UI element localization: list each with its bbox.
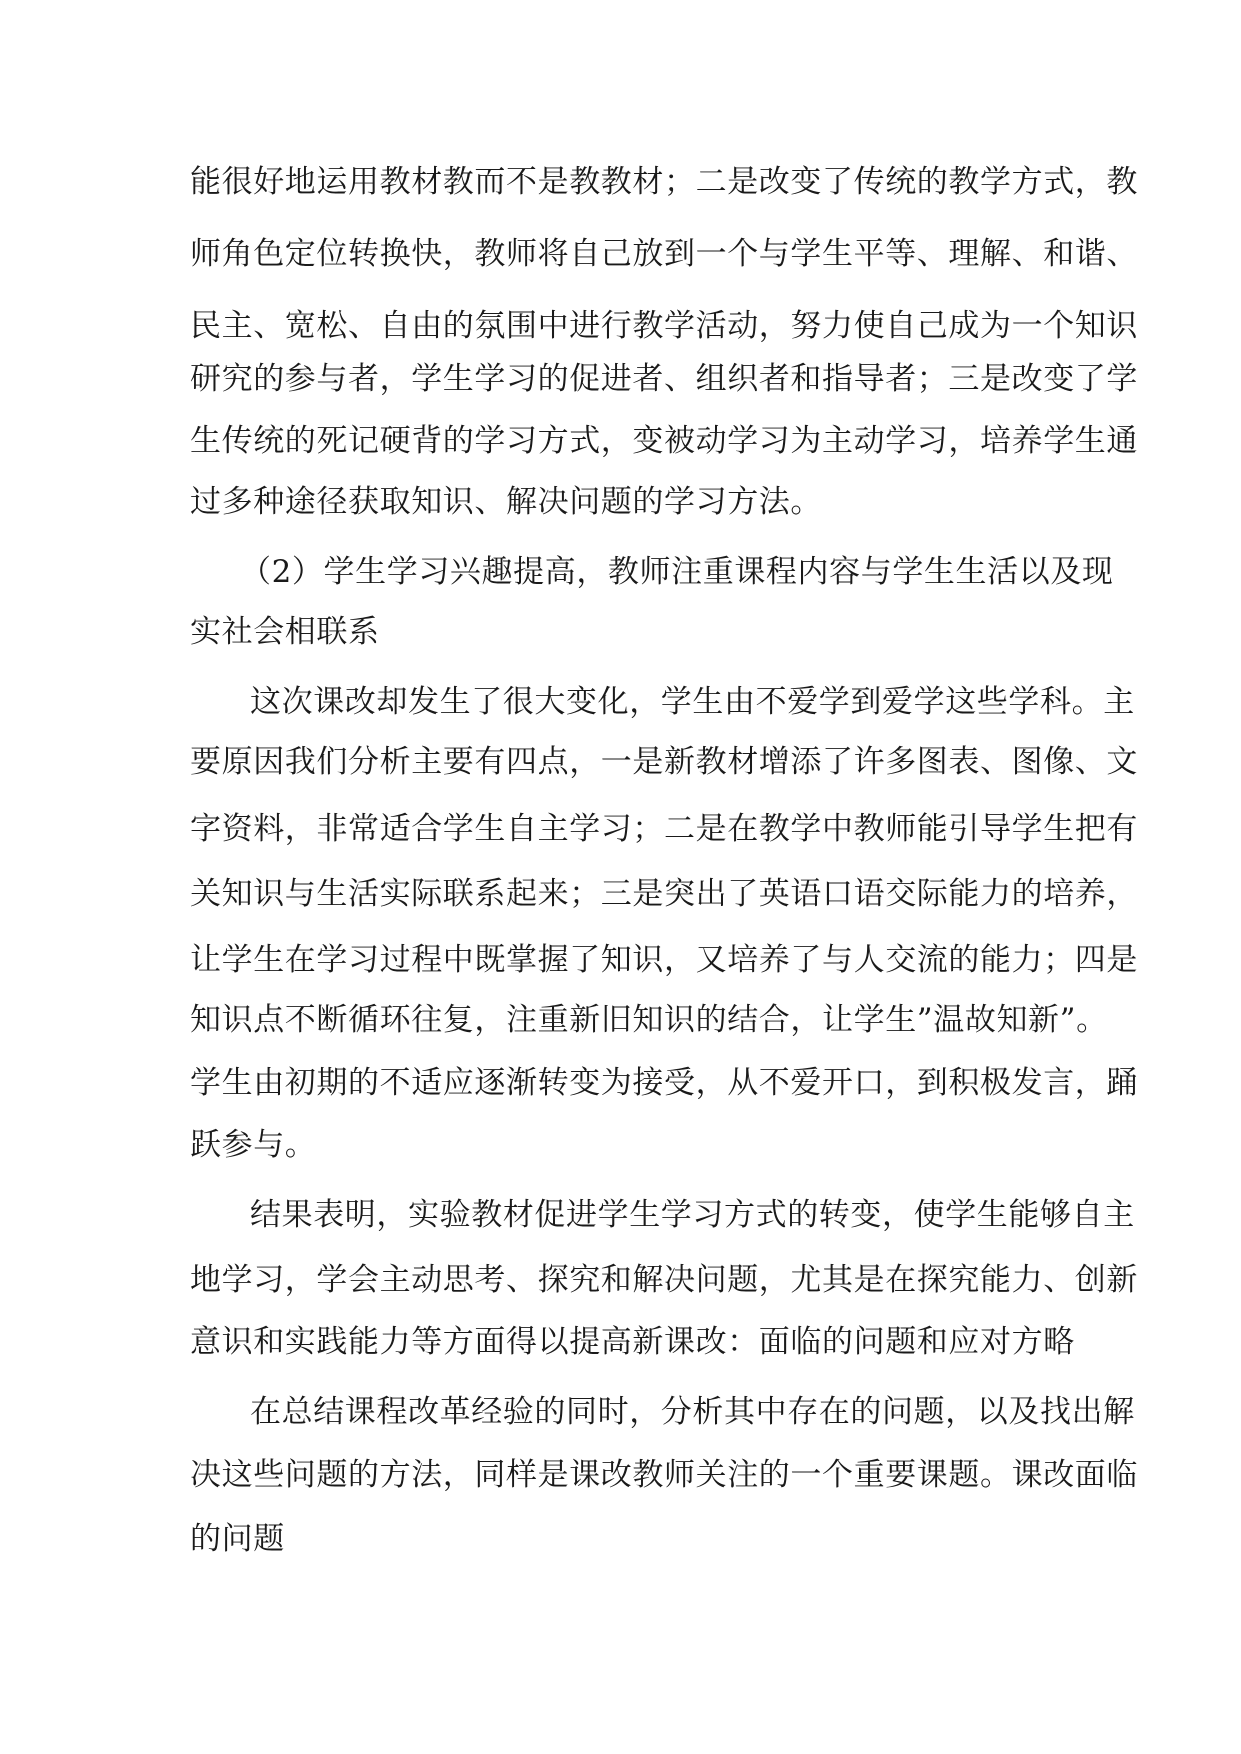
text-line: 知识点不断循环往复，注重新旧知识的结合，让学生”温故知新”。 [190, 1002, 1108, 1038]
text-line: 这次课改却发生了很大变化，学生由不爱学到爱学这些学科。主 [250, 684, 1135, 720]
text-line: 地学习，学会主动思考、探究和解决问题，尤其是在探究能力、创新 [190, 1262, 1138, 1298]
text-line: 能很好地运用教材教而不是教教材；二是改变了传统的教学方式，教 [190, 164, 1138, 200]
text-line: 字资料，非常适合学生自主学习；二是在教学中教师能引导学生把有 [190, 811, 1138, 847]
text-line: 研究的参与者，学生学习的促进者、组织者和指导者；三是改变了学 [190, 361, 1138, 397]
text-line: 民主、宽松、自由的氛围中进行教学活动，努力使自己成为一个知识 [190, 308, 1138, 344]
text-line: 要原因我们分析主要有四点，一是新教材增添了许多图表、图像、文 [190, 744, 1138, 780]
text-line: 让学生在学习过程中既掌握了知识，又培养了与人交流的能力；四是 [190, 942, 1138, 978]
text-line: 在总结课程改革经验的同时，分析其中存在的问题，以及找出解 [250, 1394, 1135, 1430]
text-line: 关知识与生活实际联系起来；三是突出了英语口语交际能力的培养， [190, 876, 1138, 912]
text-line: 意识和实践能力等方面得以提高新课改：面临的问题和应对方略 [190, 1324, 1075, 1360]
text-line: 的问题 [190, 1521, 285, 1557]
text-line: 结果表明，实验教材促进学生学习方式的转变，使学生能够自主 [250, 1197, 1135, 1233]
text-line: 师角色定位转换快，教师将自己放到一个与学生平等、理解、和谐、 [190, 236, 1138, 272]
section-heading: （2）学生学习兴趣提高，教师注重课程内容与学生生活以及现 [240, 554, 1114, 590]
text-line: 学生由初期的不适应逐渐转变为接受，从不爱开口，到积极发言，踊 [190, 1065, 1138, 1101]
text-line: 决这些问题的方法，同样是课改教师关注的一个重要课题。课改面临 [190, 1457, 1138, 1493]
text-line: 跃参与。 [190, 1127, 317, 1163]
text-line: 生传统的死记硬背的学习方式，变被动学习为主动学习，培养学生通 [190, 423, 1138, 459]
text-line: 过多种途径获取知识、解决问题的学习方法。 [190, 484, 822, 520]
section-heading-continued: 实社会相联系 [190, 614, 380, 650]
